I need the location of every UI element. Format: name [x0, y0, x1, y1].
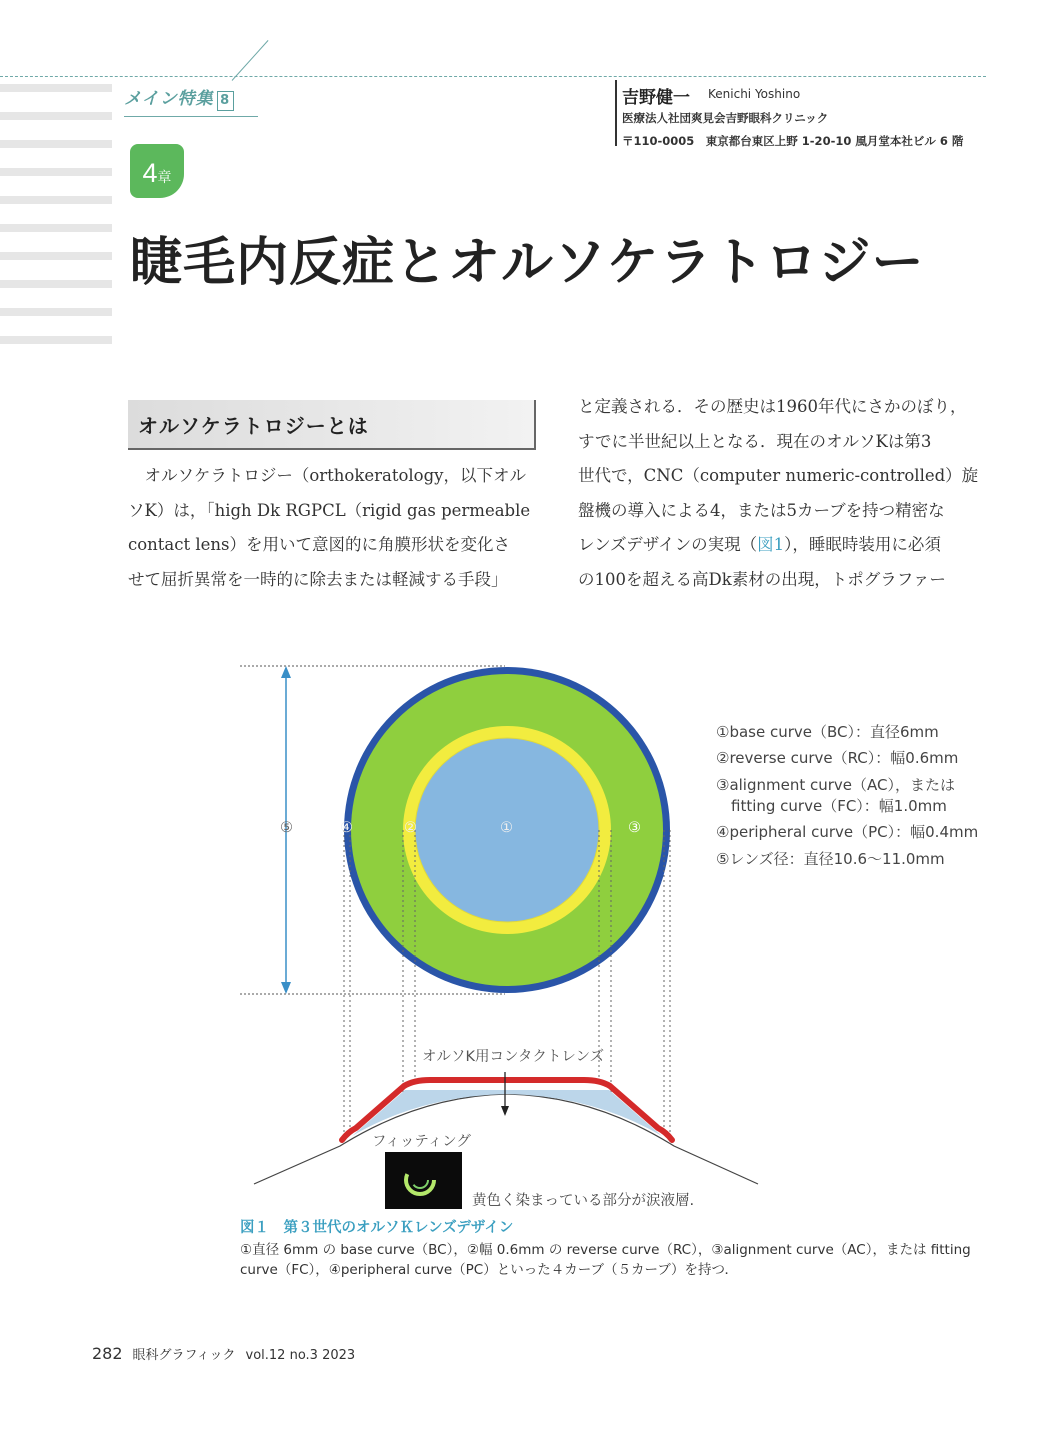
pressure-arrow-head	[501, 1106, 509, 1116]
body-line: 世代で，CNC（computer numeric-controlled）旋	[578, 466, 979, 485]
legend-item: ④peripheral curve（PC）：幅0.4mm	[716, 823, 979, 841]
magazine-name: 眼科グラフィック	[132, 1348, 236, 1363]
marker-1: ①	[500, 820, 513, 836]
body-line: contact lens）を用いて意図的に角膜形状を変化さ	[128, 535, 511, 554]
marker-4: ④	[340, 820, 353, 836]
body-line: すでに半世紀以上となる．現在のオルソKは第3	[578, 431, 932, 451]
legend-item: ①base curve（BC）：直径6mm	[716, 723, 939, 741]
issue-info: vol.12 no.3 2023	[245, 1348, 356, 1363]
body-line: オルソケラトロジー（orthokeratology，以下オル	[128, 466, 526, 485]
figure-caption-body: ①直径 6mm の base curve（BC），②幅 0.6mm の reverse curve（RC），③alignment curve（AC），または fitting curve（FC），④peripheral curve（PC）といった４カーブ（５カーブ）を持つ．	[240, 1242, 971, 1278]
marker-5: ⑤	[280, 820, 293, 836]
diameter-arrow-bottom	[281, 982, 291, 994]
feature-number: 8	[217, 91, 234, 111]
marker-2: ②	[404, 820, 417, 836]
figure-reference-link[interactable]: 図1	[757, 535, 785, 554]
author-address: 〒110-0005 東京都台東区上野 1-20-10 風月堂本社ビル 6 階	[622, 134, 964, 148]
marker-3: ③	[628, 820, 641, 836]
figure-caption-title: 図１ 第３世代のオルソＫレンズデザイン	[240, 1220, 514, 1236]
fluorescein-photo	[385, 1152, 462, 1209]
section-heading: オルソケラトロジーとは	[138, 414, 369, 438]
legend-item: ⑤レンズ径：直径10.6～11.0mm	[716, 850, 945, 868]
body-line: と定義される．その歴史は1960年代にさかのぼり，	[578, 397, 967, 416]
page-footer	[92, 1344, 355, 1363]
author-affiliation: 医療法人社団爽見会吉野眼科クリニック	[622, 111, 829, 125]
legend-item: ③alignment curve（AC），または	[716, 776, 955, 794]
legend-item: fitting curve（FC）：幅1.0mm	[716, 797, 947, 815]
author-name-en: Kenichi Yoshino	[708, 87, 801, 101]
chapter-suffix: 章	[157, 170, 172, 186]
author-name-ja: 吉野健一	[622, 88, 690, 108]
lens-label: オルソK用コンタクトレンズ	[422, 1049, 605, 1065]
body-line: せて屈折異常を一時的に除去または軽減する手段」	[128, 569, 508, 589]
chapter-number: 4	[142, 158, 158, 188]
body-line: レンズデザインの実現（図1），睡眠時装用に必須	[578, 535, 941, 554]
legend-item: ②reverse curve（RC）：幅0.6mm	[716, 749, 959, 767]
diameter-arrow-top	[281, 666, 291, 678]
fitting-label: フィッティング	[372, 1134, 471, 1150]
tear-layer-label: 黄色く染まっている部分が涙液層.	[472, 1193, 695, 1209]
page-number: 282	[92, 1344, 123, 1363]
body-line: 盤機の導入による4，または5カーブを持つ精密な	[578, 500, 945, 520]
body-line: の100を超える高Dk素材の出現，トポグラファー	[578, 569, 946, 589]
article-title: 睫毛内反症とオルソケラトロジー	[130, 233, 925, 293]
feature-label: メイン特集	[124, 89, 214, 109]
body-line: ソK）は，「high Dk RGPCL（rigid gas permeable	[128, 500, 531, 520]
